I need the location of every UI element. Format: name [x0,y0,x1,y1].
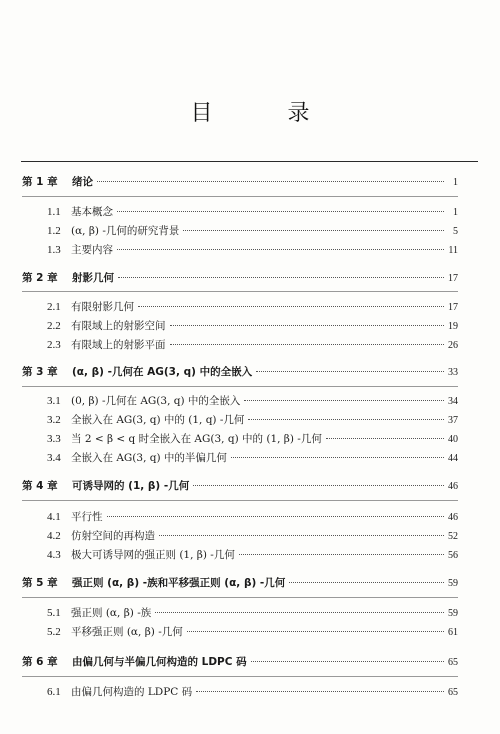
dot-leader [107,516,445,517]
page-number: 37 [448,415,458,426]
chapter-divider [22,386,458,387]
dot-leader [138,306,444,307]
toc-section-1-2[interactable] [47,224,458,239]
toc-section-5-2[interactable] [47,625,458,640]
section-number: 2.2 [47,320,61,332]
chapter-number: 第 4 章 [22,480,58,492]
section-number: 2.1 [47,301,61,313]
section-number: 1.3 [47,244,61,256]
section-number: 6.1 [47,686,61,698]
section-number: 3.1 [47,395,61,407]
section-title: 主要内容 [71,244,113,256]
section-title: (0, β) -几何在 AG(3, q) 中的全嵌入 [71,395,241,407]
chapter-divider [22,597,458,598]
chapter-title: (α, β) -几何在 AG(3, q) 中的全嵌入 [72,366,253,378]
toc-chapter-6[interactable] [22,655,458,670]
section-number: 5.1 [47,607,61,619]
dot-leader [118,277,444,278]
page-number: 52 [448,531,458,542]
chapter-number: 第 6 章 [22,656,58,668]
page-number: 65 [448,657,458,668]
page-number: 5 [453,226,458,237]
page-number: 59 [448,608,458,619]
dot-leader [159,535,444,536]
dot-leader [244,400,444,401]
toc-section-2-3[interactable] [47,338,458,353]
dot-leader [155,612,444,613]
toc-section-4-2[interactable] [47,529,458,544]
section-number: 4.3 [47,549,61,561]
toc-section-4-1[interactable] [47,510,458,525]
section-number: 4.1 [47,511,61,523]
section-title: (α, β) -几何的研究背景 [71,225,180,237]
toc-chapter-4[interactable] [22,479,458,494]
page-number: 65 [448,687,458,698]
chapter-number: 第 2 章 [22,272,58,284]
toc-section-2-2[interactable] [47,319,458,334]
section-title: 有限域上的射影空间 [71,320,166,332]
page-number: 19 [448,321,458,332]
toc-section-2-1[interactable] [47,300,458,315]
dot-leader [193,485,444,486]
chapter-number: 第 3 章 [22,366,58,378]
section-title: 有限射影几何 [71,301,134,313]
dot-leader [248,419,444,420]
section-title: 基本概念 [71,206,113,218]
toc-section-3-1[interactable] [47,394,458,409]
page-number: 33 [448,367,458,378]
page-number: 40 [448,434,458,445]
section-title: 平行性 [71,511,103,523]
dot-leader [196,691,444,692]
chapter-divider [22,500,458,501]
dot-leader [289,582,444,583]
toc-section-3-4[interactable] [47,451,458,466]
section-number: 1.1 [47,206,61,218]
toc-chapter-5[interactable] [22,576,458,591]
chapter-title: 由偏几何与半偏几何构造的 LDPC 码 [72,656,247,668]
dot-leader [187,631,444,632]
chapter-divider [22,291,458,292]
page-number: 56 [448,550,458,561]
section-title: 仿射空间的再构造 [71,530,155,542]
page-number: 44 [448,453,458,464]
chapter-title: 可诱导网的 (1, β) -几何 [72,480,190,492]
dot-leader [170,325,445,326]
page-number: 1 [453,207,458,218]
toc-section-4-3[interactable] [47,548,458,563]
chapter-divider [22,676,458,677]
toc-chapter-2[interactable] [22,271,458,286]
section-title: 全嵌入在 AG(3, q) 中的 (1, q) -几何 [71,414,245,426]
page-number: 26 [448,340,458,351]
page-number: 46 [448,512,458,523]
dot-leader [170,344,445,345]
page-number: 34 [448,396,458,407]
section-title: 极大可诱导网的强正则 (1, β) -几何 [71,549,235,561]
section-title: 由偏几何构造的 LDPC 码 [71,686,193,698]
section-title: 平移强正则 (α, β) -几何 [71,626,183,638]
toc-section-3-3[interactable] [47,432,458,447]
toc-section-5-1[interactable] [47,606,458,621]
chapter-number: 第 5 章 [22,577,58,589]
section-number: 3.4 [47,452,61,464]
dot-leader [256,371,444,372]
page-title: 目 录 [190,101,344,126]
dot-leader [117,211,444,212]
page-number: 11 [448,245,458,256]
dot-leader [326,438,444,439]
toc-chapter-3[interactable] [22,365,458,380]
dot-leader [97,181,444,182]
chapter-divider [22,196,458,197]
page-number: 17 [448,302,458,313]
page-number: 46 [448,481,458,492]
toc-section-6-1[interactable] [47,685,458,700]
toc-section-1-1[interactable] [47,205,458,220]
dot-leader [251,661,444,662]
page-number: 17 [448,273,458,284]
chapter-title: 强正则 (α, β) -族和平移强正则 (α, β) -几何 [72,577,286,589]
chapter-title: 射影几何 [72,272,114,284]
toc-section-1-3[interactable] [47,243,458,258]
toc-chapter-1[interactable] [22,175,458,190]
chapter-number: 第 1 章 [22,176,58,188]
section-number: 4.2 [47,530,61,542]
section-number: 1.2 [47,225,61,237]
page-number: 59 [448,578,458,589]
section-title: 全嵌入在 AG(3, q) 中的半偏几何 [71,452,227,464]
section-number: 5.2 [47,626,61,638]
page-number: 1 [453,177,458,188]
section-title: 当 2 < β < q 时全嵌入在 AG(3, q) 中的 (1, β) -几何 [71,433,322,445]
section-title: 有限域上的射影平面 [71,339,166,351]
toc-section-3-2[interactable] [47,413,458,428]
dot-leader [117,249,444,250]
dot-leader [239,554,444,555]
section-number: 3.3 [47,433,61,445]
chapter-title: 绪论 [72,176,93,188]
dot-leader [231,457,444,458]
section-number: 3.2 [47,414,61,426]
section-number: 2.3 [47,339,61,351]
section-title: 强正则 (α, β) -族 [71,607,152,619]
dot-leader [183,230,444,231]
page-number: 61 [448,627,458,638]
